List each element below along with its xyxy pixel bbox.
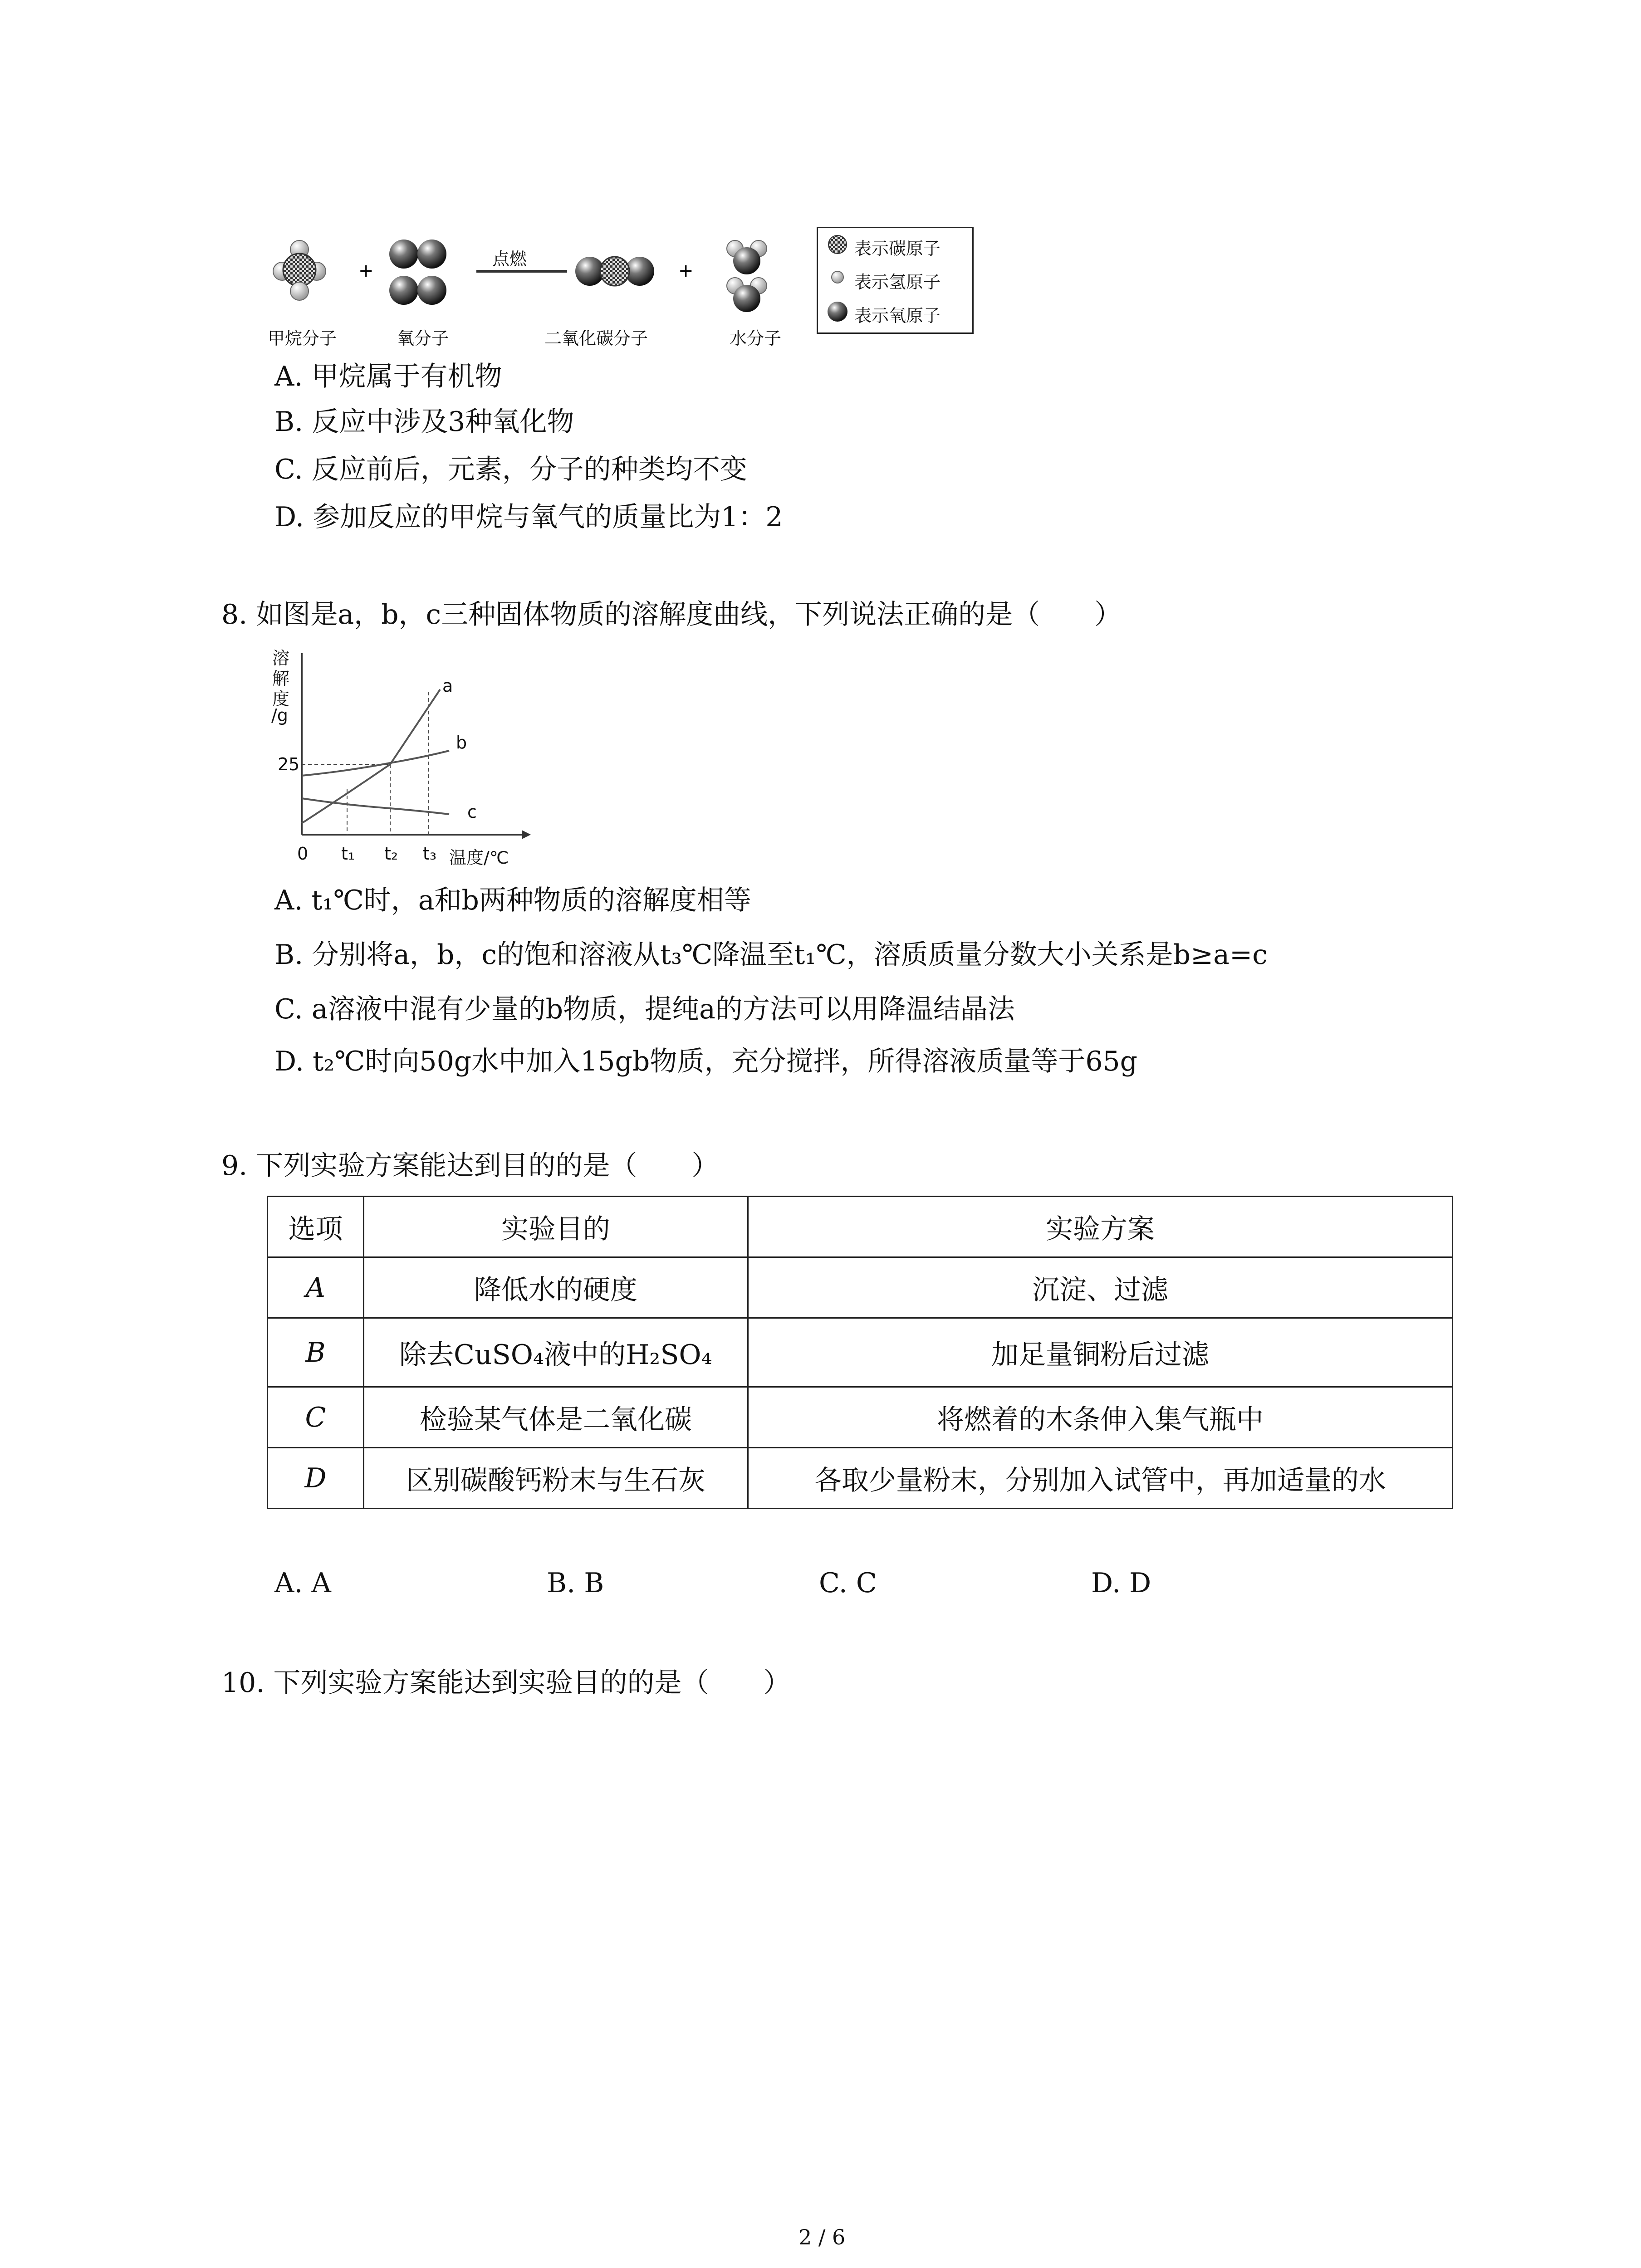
graph-xtick-0: 0 bbox=[297, 844, 309, 864]
legend-oxygen: 表示氧原子 bbox=[854, 306, 941, 326]
graph-xtick-t3: t₃ bbox=[423, 844, 437, 864]
q8-option-c: C. a溶液中混有少量的b物质，提纯a的方法可以用降温结晶法 bbox=[274, 993, 1015, 1025]
row-d-purpose: 区别碳酸钙粉末与生石灰 bbox=[363, 1448, 748, 1509]
label-water: 水分子 bbox=[730, 328, 782, 348]
row-c-plan: 将燃着的木条伸入集气瓶中 bbox=[748, 1387, 1452, 1448]
header-option: 选项 bbox=[268, 1197, 364, 1257]
table-row bbox=[268, 1257, 1453, 1318]
table-row bbox=[268, 1448, 1453, 1509]
q10-stem: 10. 下列实验方案能达到实验目的的是（ ） bbox=[221, 1667, 791, 1699]
table-row bbox=[268, 1318, 1453, 1387]
row-c-option: C bbox=[268, 1387, 364, 1448]
graph-xlabel: 温度/℃ bbox=[449, 848, 509, 868]
legend-hydrogen: 表示氢原子 bbox=[854, 272, 941, 292]
water-molecule-icon bbox=[727, 240, 767, 312]
graph-xtick-t1: t₁ bbox=[341, 844, 355, 864]
methane-molecule-icon bbox=[273, 240, 326, 300]
row-a-plan: 沉淀、过滤 bbox=[748, 1257, 1452, 1318]
carbon-dioxide-molecule-icon bbox=[575, 257, 654, 286]
q9-choice-d: D. D bbox=[1091, 1567, 1151, 1599]
q7-option-b: B. 反应中涉及3种氧化物 bbox=[274, 406, 574, 438]
table-header-row bbox=[268, 1197, 1453, 1257]
q9-choice-a: A. A bbox=[274, 1567, 331, 1599]
row-b-plan: 加足量铜粉后过滤 bbox=[748, 1318, 1452, 1387]
row-a-option: A bbox=[268, 1257, 364, 1318]
label-oxygen: 氧分子 bbox=[397, 328, 449, 348]
reaction-condition: 点燃 bbox=[492, 249, 527, 269]
graph-ylabel-2: 解 bbox=[272, 669, 290, 689]
row-a-purpose: 降低水的硬度 bbox=[363, 1257, 748, 1318]
q9-choice-c: C. C bbox=[819, 1567, 877, 1599]
label-co2: 二氧化碳分子 bbox=[544, 328, 648, 348]
q8-option-a: A. t₁℃时，a和b两种物质的溶解度相等 bbox=[274, 885, 751, 916]
graph-ylabel-4: /g bbox=[271, 705, 288, 725]
curve-a bbox=[302, 689, 440, 823]
page-number: 2 / 6 bbox=[798, 2225, 846, 2249]
graph-xtick-t2: t₂ bbox=[384, 844, 398, 864]
curve-c bbox=[302, 798, 449, 814]
graph-ylabel-1: 溶 bbox=[272, 648, 290, 668]
table-row bbox=[268, 1387, 1453, 1448]
curve-label-a: a bbox=[442, 676, 453, 696]
curve-label-b: b bbox=[456, 733, 467, 753]
oxygen-molecule-icon bbox=[389, 240, 446, 305]
legend-carbon: 表示碳原子 bbox=[854, 239, 941, 259]
legend-icons bbox=[826, 235, 849, 325]
row-d-plan: 各取少量粉末，分别加入试管中，再加适量的水 bbox=[748, 1448, 1452, 1509]
row-b-option: B bbox=[268, 1318, 364, 1387]
q8-option-b: B. 分别将a，b，c的饱和溶液从t₃℃降温至t₁℃，溶质质量分数大小关系是b≥a=c bbox=[274, 939, 1268, 971]
q8-stem: 8. 如图是a，b，c三种固体物质的溶解度曲线，下列说法正确的是（ ） bbox=[221, 599, 1122, 631]
curve-b bbox=[302, 751, 449, 776]
curve-label-c: c bbox=[467, 802, 477, 822]
label-methane: 甲烷分子 bbox=[268, 328, 337, 348]
svg-text:+: + bbox=[678, 260, 694, 281]
graph-ytick-25: 25 bbox=[278, 754, 300, 774]
header-purpose: 实验目的 bbox=[363, 1197, 748, 1257]
graph-ylabel-3: 度 bbox=[272, 689, 290, 709]
q9-choice-b: B. B bbox=[547, 1567, 604, 1599]
q8-option-d: D. t₂℃时向50g水中加入15gb物质，充分搅拌，所得溶液质量等于65g bbox=[274, 1046, 1138, 1077]
q7-option-a: A. 甲烷属于有机物 bbox=[274, 361, 502, 392]
row-c-purpose: 检验某气体是二氧化碳 bbox=[363, 1387, 748, 1448]
row-d-option: D bbox=[268, 1448, 364, 1509]
q7-option-d: D. 参加反应的甲烷与氧气的质量比为1：2 bbox=[274, 501, 783, 533]
header-plan: 实验方案 bbox=[748, 1197, 1452, 1257]
q9-stem: 9. 下列实验方案能达到目的的是（ ） bbox=[221, 1150, 719, 1182]
q9-table bbox=[267, 1196, 1453, 1509]
svg-text:+: + bbox=[358, 260, 374, 281]
q7-option-c: C. 反应前后，元素，分子的种类均不变 bbox=[274, 454, 747, 485]
atom-legend bbox=[817, 227, 974, 334]
row-b-purpose: 除去CuSO₄液中的H₂SO₄ bbox=[363, 1318, 748, 1387]
